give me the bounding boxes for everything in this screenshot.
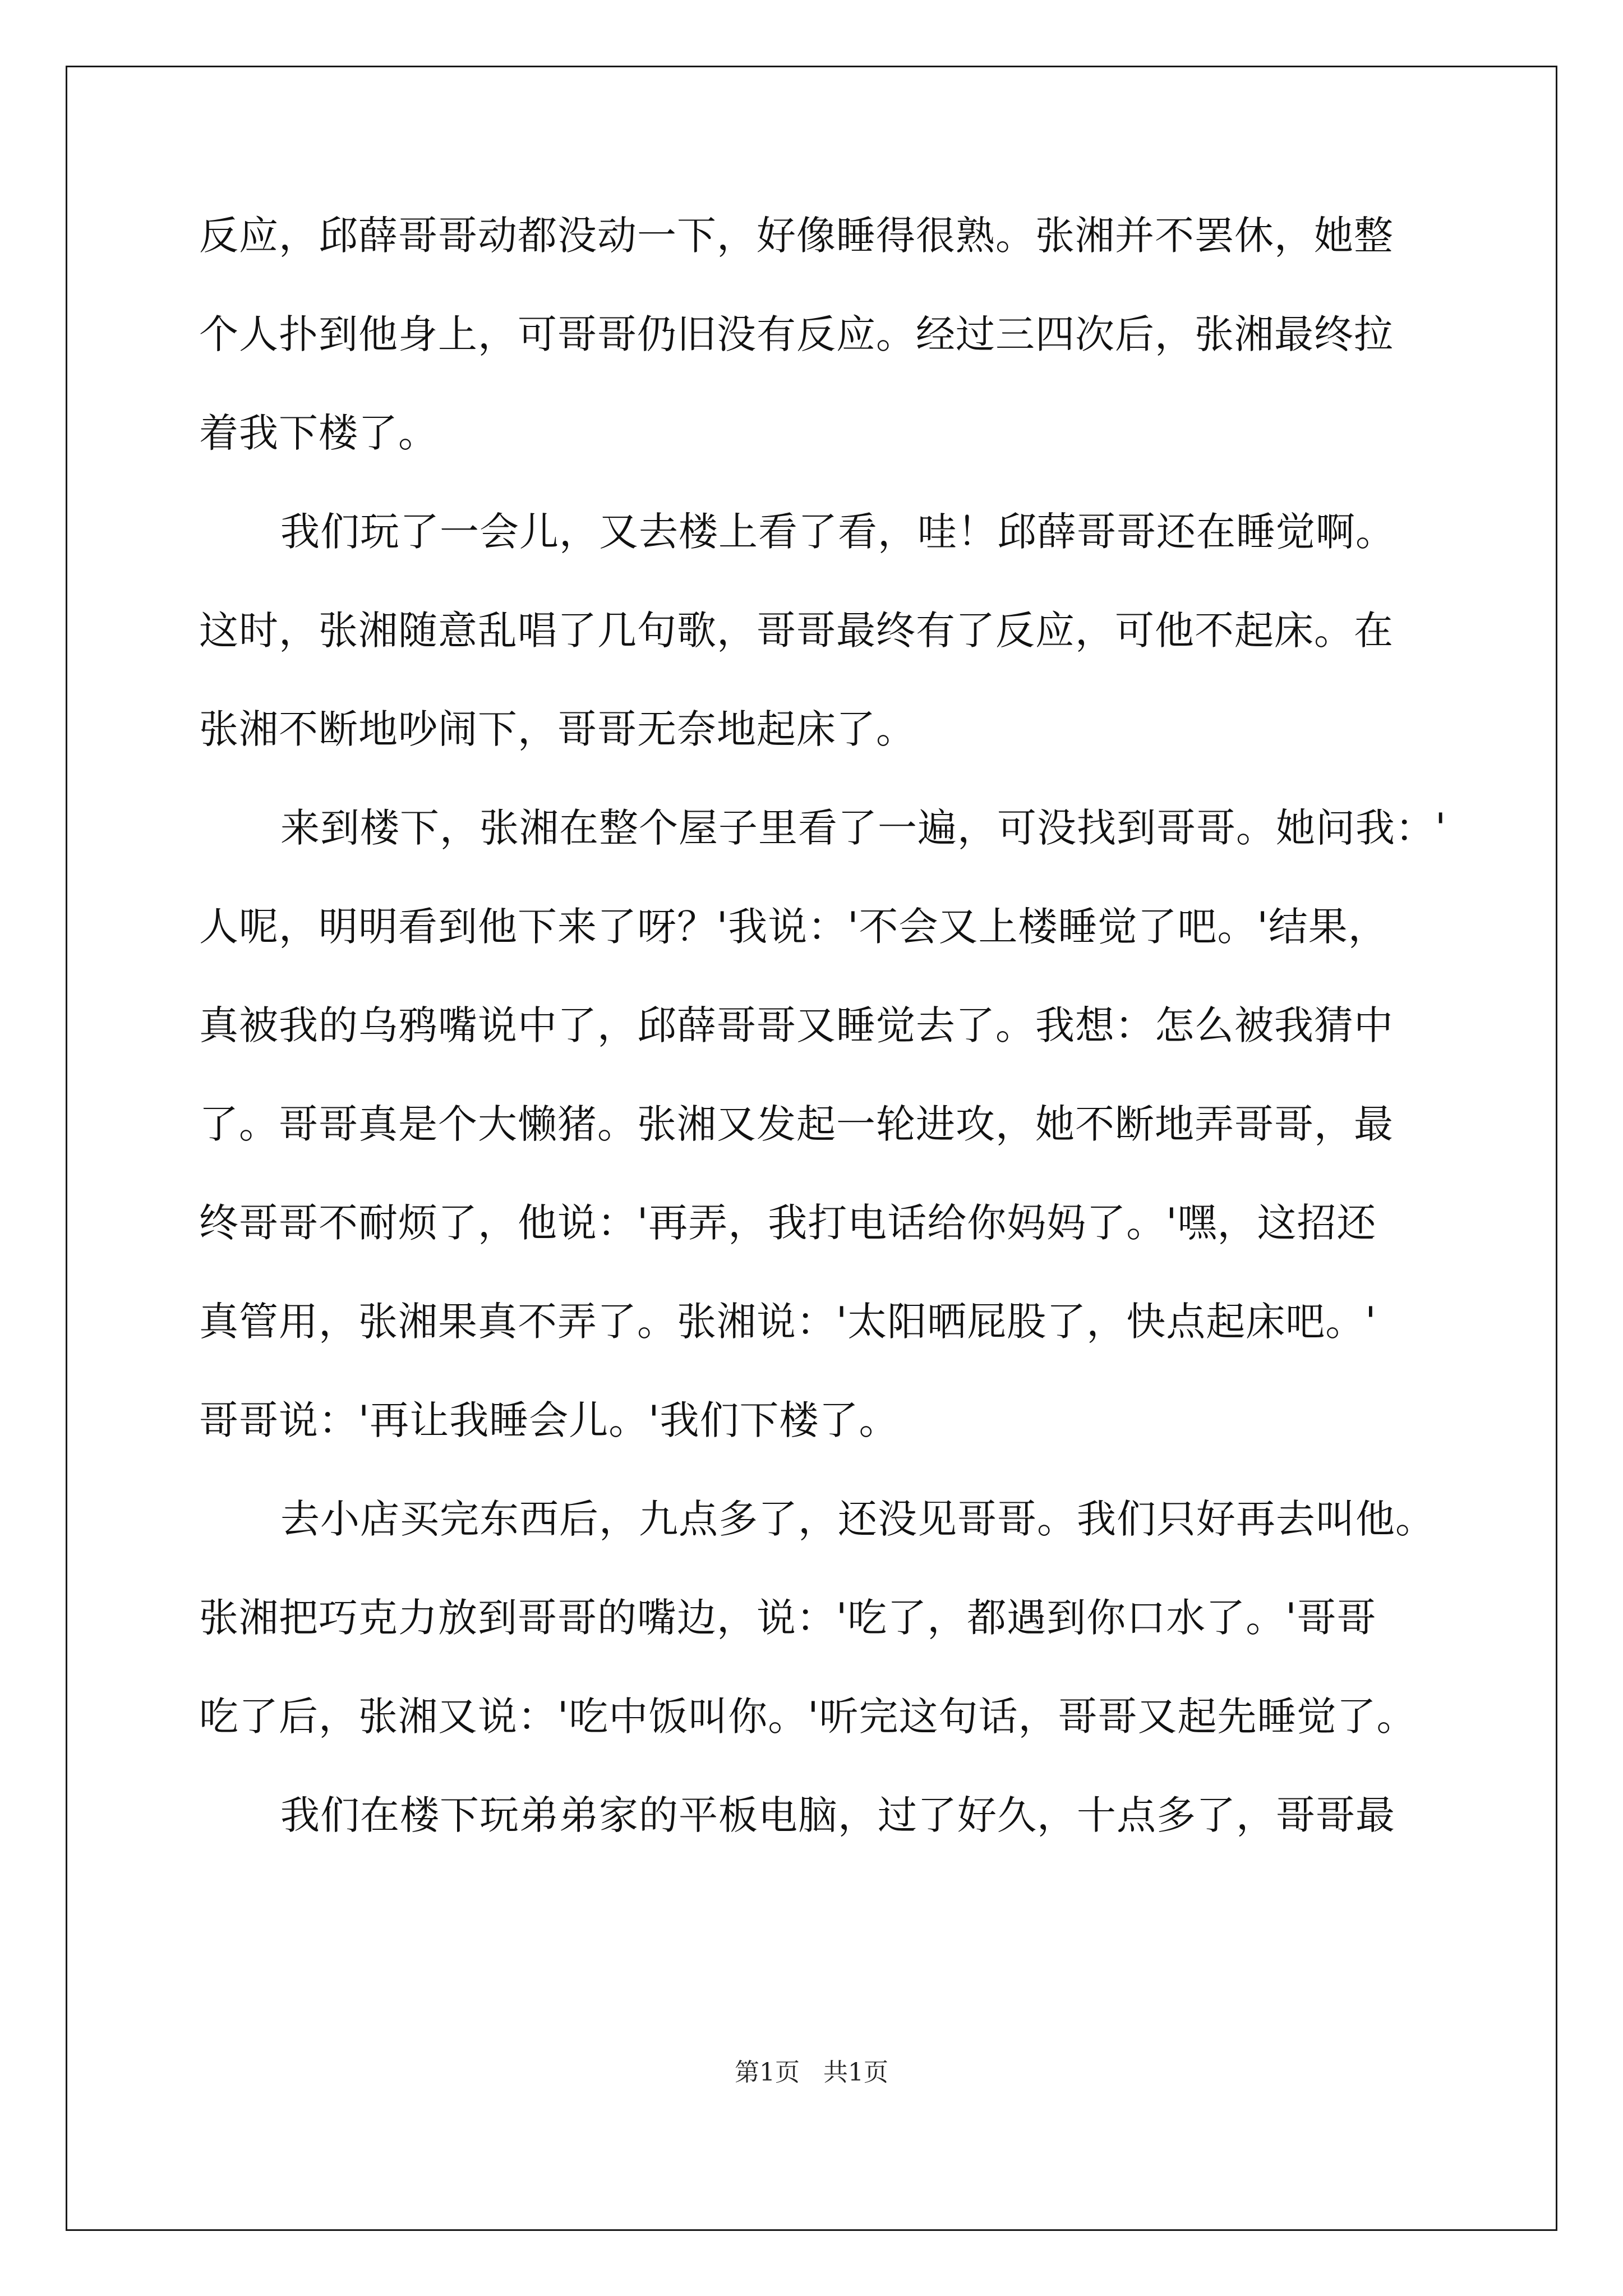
text-line: 反应，邱薛哥哥动都没动一下，好像睡得很熟。张湘并不罢休，她整 (199, 213, 1394, 259)
text-line: 终哥哥不耐烦了，他说：'再弄，我打电话给你妈妈了。'嘿，这招还 (199, 1200, 1377, 1246)
text-line: 我们玩了一会儿，又去楼上看了看，哇！邱薛哥哥还在睡觉啊。 (280, 509, 1395, 555)
text-line: 着我下楼了。 (199, 410, 438, 456)
text-line: 了。哥哥真是个大懒猪。张湘又发起一轮进攻，她不断地弄哥哥，最 (199, 1101, 1394, 1147)
text-line: 这时，张湘随意乱唱了几句歌，哥哥最终有了反应，可他不起床。在 (199, 608, 1394, 654)
text-line: 我们在楼下玩弟弟家的平板电脑，过了好久，十点多了，哥哥最 (280, 1792, 1395, 1838)
text-line: 人呢，明明看到他下来了呀？'我说：'不会又上楼睡觉了吧。'结果， (199, 904, 1388, 950)
text-line: 吃了后，张湘又说：'吃中饭叫你。'听完这句话，哥哥又起先睡觉了。 (199, 1694, 1417, 1740)
text-line: 哥哥说：'再让我睡会儿。'我们下楼了。 (199, 1397, 899, 1443)
text-line: 真管用，张湘果真不弄了。张湘说：'太阳晒屁股了，快点起床吧。' (199, 1299, 1377, 1345)
page-number: 第1页 (735, 2058, 800, 2087)
text-line: 去小店买完东西后，九点多了，还没见哥哥。我们只好再去叫他。 (280, 1496, 1435, 1542)
text-line: 个人扑到他身上，可哥哥仍旧没有反应。经过三四次后，张湘最终拉 (199, 311, 1394, 357)
text-line: 来到楼下，张湘在整个屋子里看了一遍，可没找到哥哥。她问我：' (280, 805, 1447, 851)
text-line: 张湘把巧克力放到哥哥的嘴边，说：'吃了，都遇到你口水了。'哥哥 (199, 1595, 1377, 1641)
page-footer (0, 2056, 1623, 2090)
text-line: 真被我的乌鸦嘴说中了，邱薛哥哥又睡觉去了。我想：怎么被我猜中 (199, 1002, 1394, 1048)
text-line: 张湘不断地吵闹下，哥哥无奈地起床了。 (199, 706, 916, 752)
page-total: 共1页 (823, 2058, 888, 2087)
